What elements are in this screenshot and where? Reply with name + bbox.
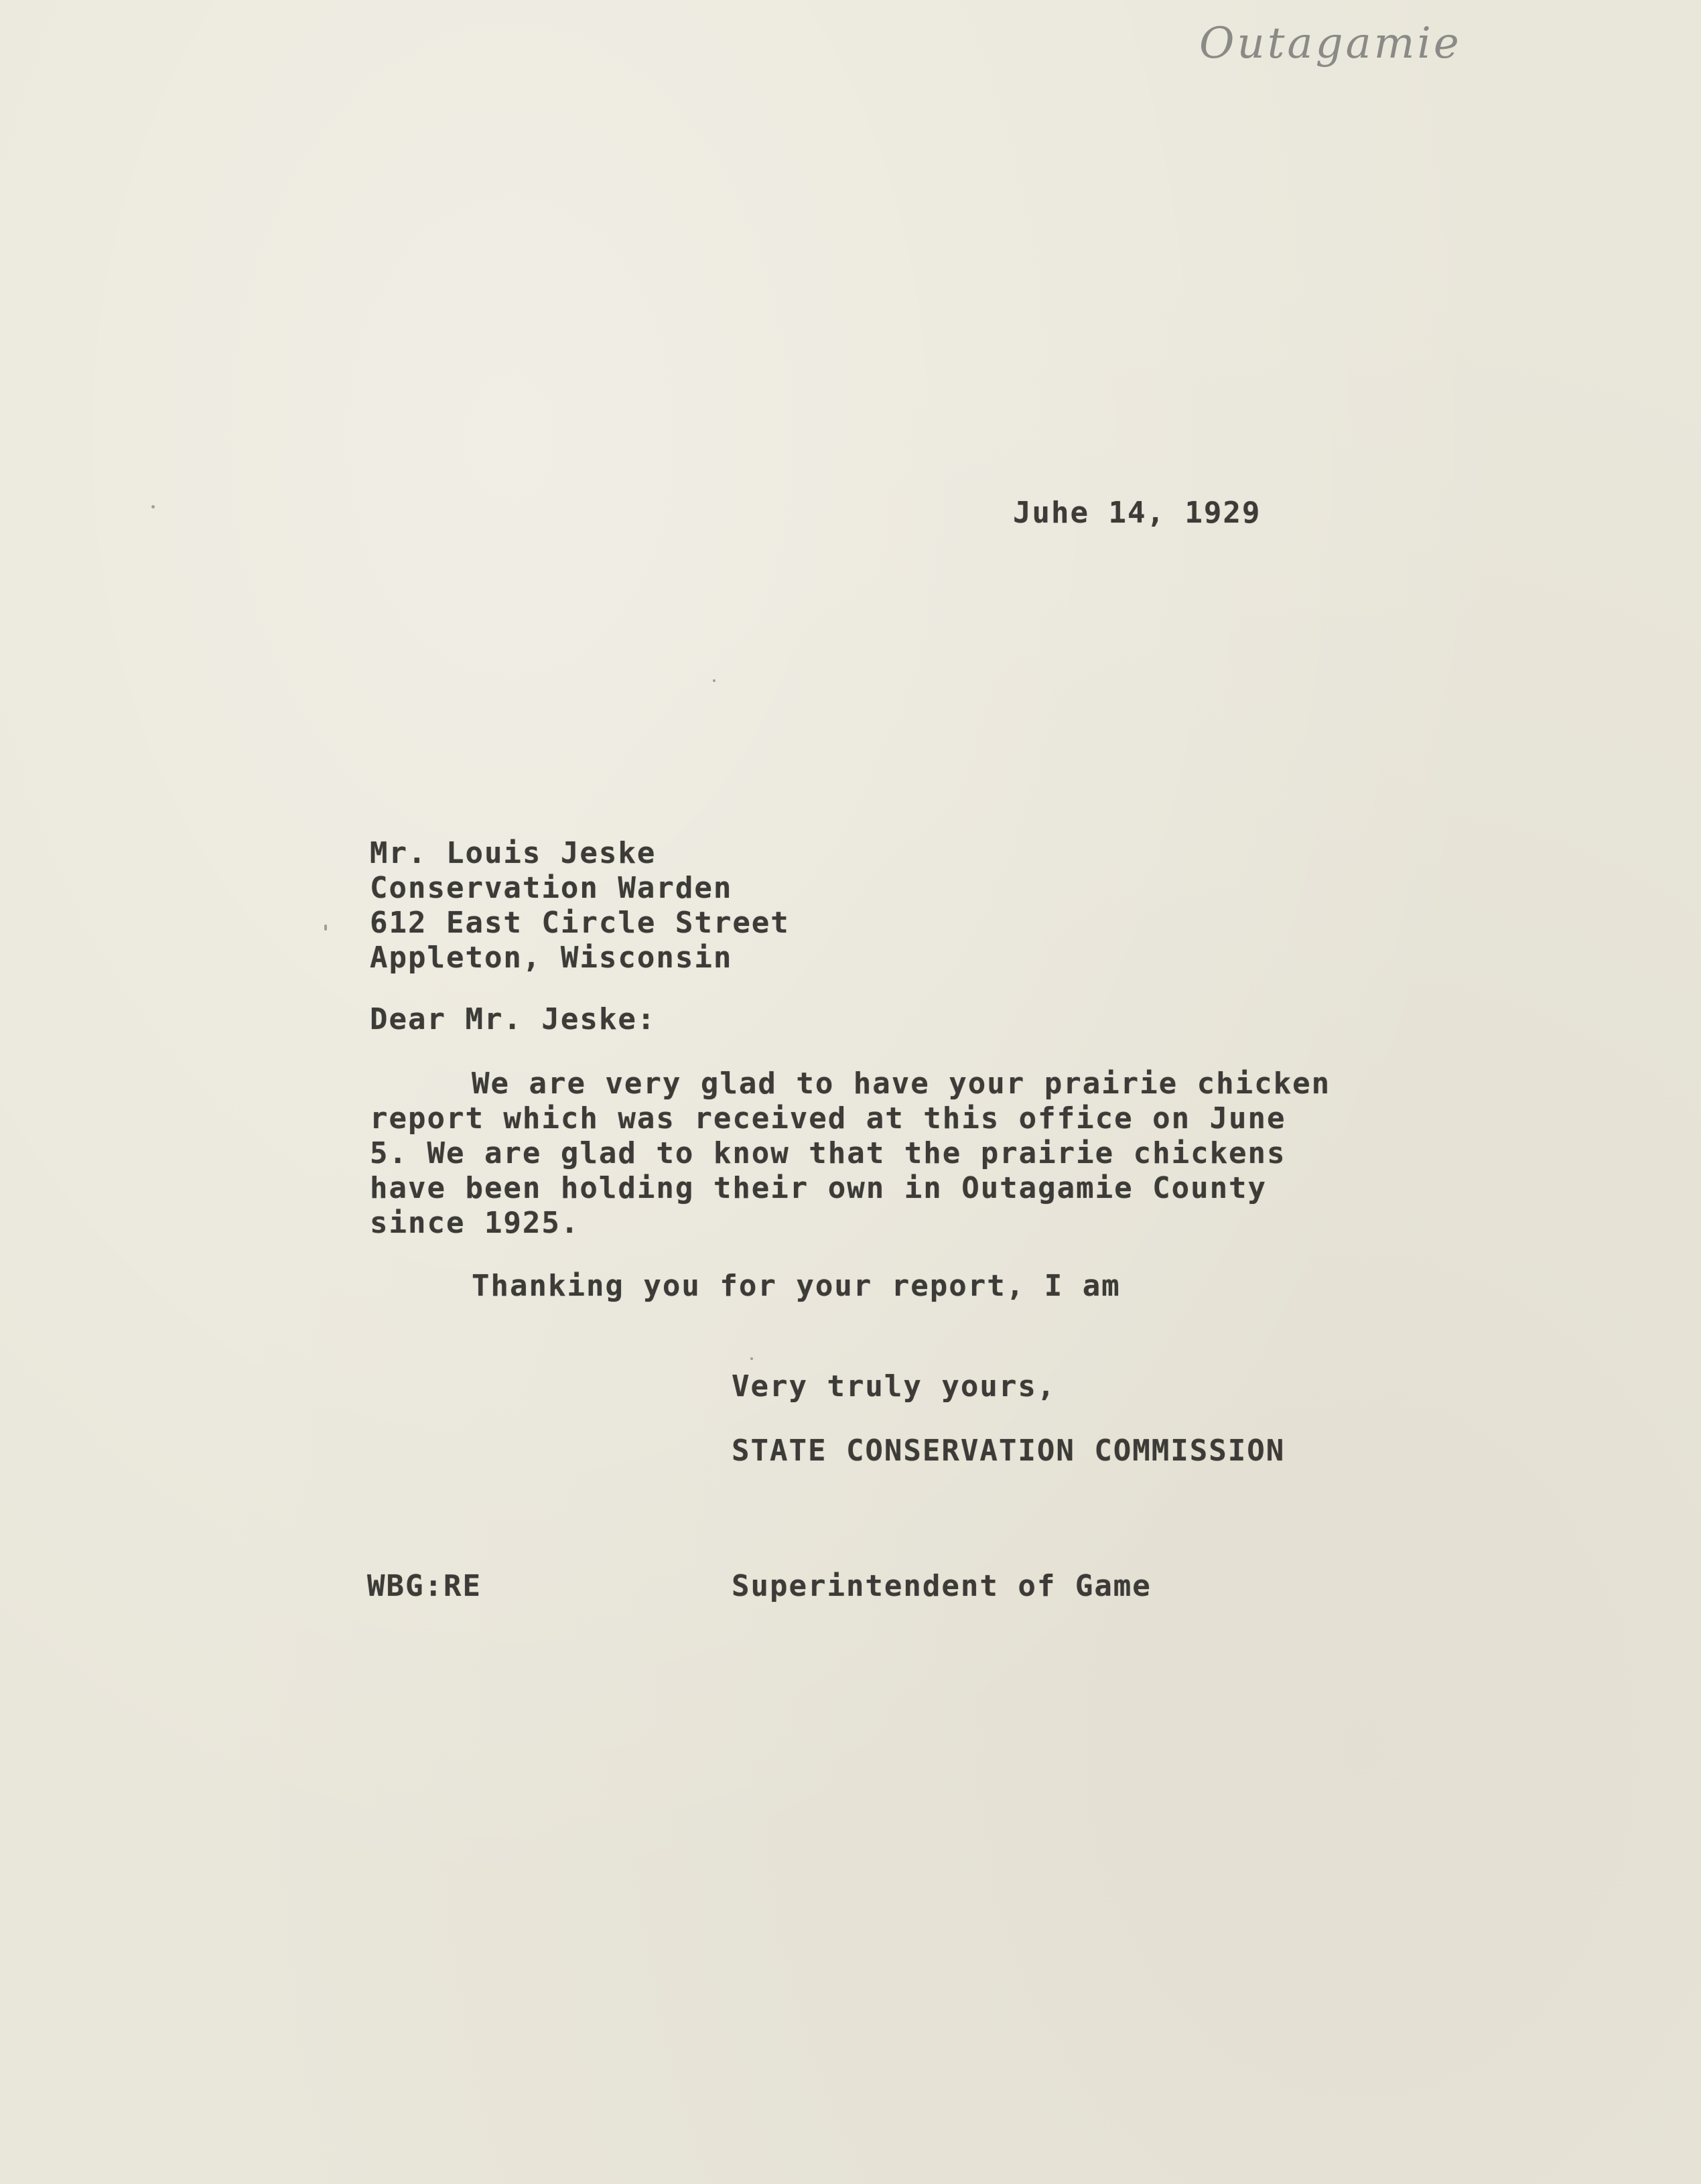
organization-name: STATE CONSERVATION COMMISSION	[732, 1434, 1286, 1468]
closing: Very truly yours,	[732, 1369, 1057, 1404]
body-line-5: since 1925.	[370, 1206, 580, 1240]
body-line-1: We are very glad to have your prairie chicken	[472, 1067, 1331, 1101]
paper-speck	[324, 925, 327, 931]
body-line-4: have been holding their own in Outagamie County	[370, 1171, 1268, 1205]
salutation: Dear Mr. Jeske:	[370, 1002, 657, 1036]
signature-title: Superintendent of Game	[732, 1569, 1152, 1603]
address-line-street: 612 East Circle Street	[370, 906, 790, 940]
handwritten-county-note: Outagamie	[1199, 19, 1462, 68]
paper-speck	[750, 1357, 753, 1360]
address-line-title: Conservation Warden	[370, 871, 733, 905]
address-line-name: Mr. Louis Jeske	[370, 836, 657, 870]
body-paragraph-2: Thanking you for your report, I am	[472, 1269, 1121, 1303]
address-line-city: Appleton, Wisconsin	[370, 941, 733, 975]
body-line-3: 5. We are glad to know that the prairie chickens	[370, 1136, 1286, 1170]
reference-initials: WBG:RE	[367, 1569, 482, 1603]
letter-date: Juhe 14, 1929	[1013, 496, 1262, 530]
body-line-2: report which was received at this office on June	[370, 1101, 1286, 1136]
paper-speck	[151, 505, 155, 508]
paper-speck	[713, 679, 716, 682]
